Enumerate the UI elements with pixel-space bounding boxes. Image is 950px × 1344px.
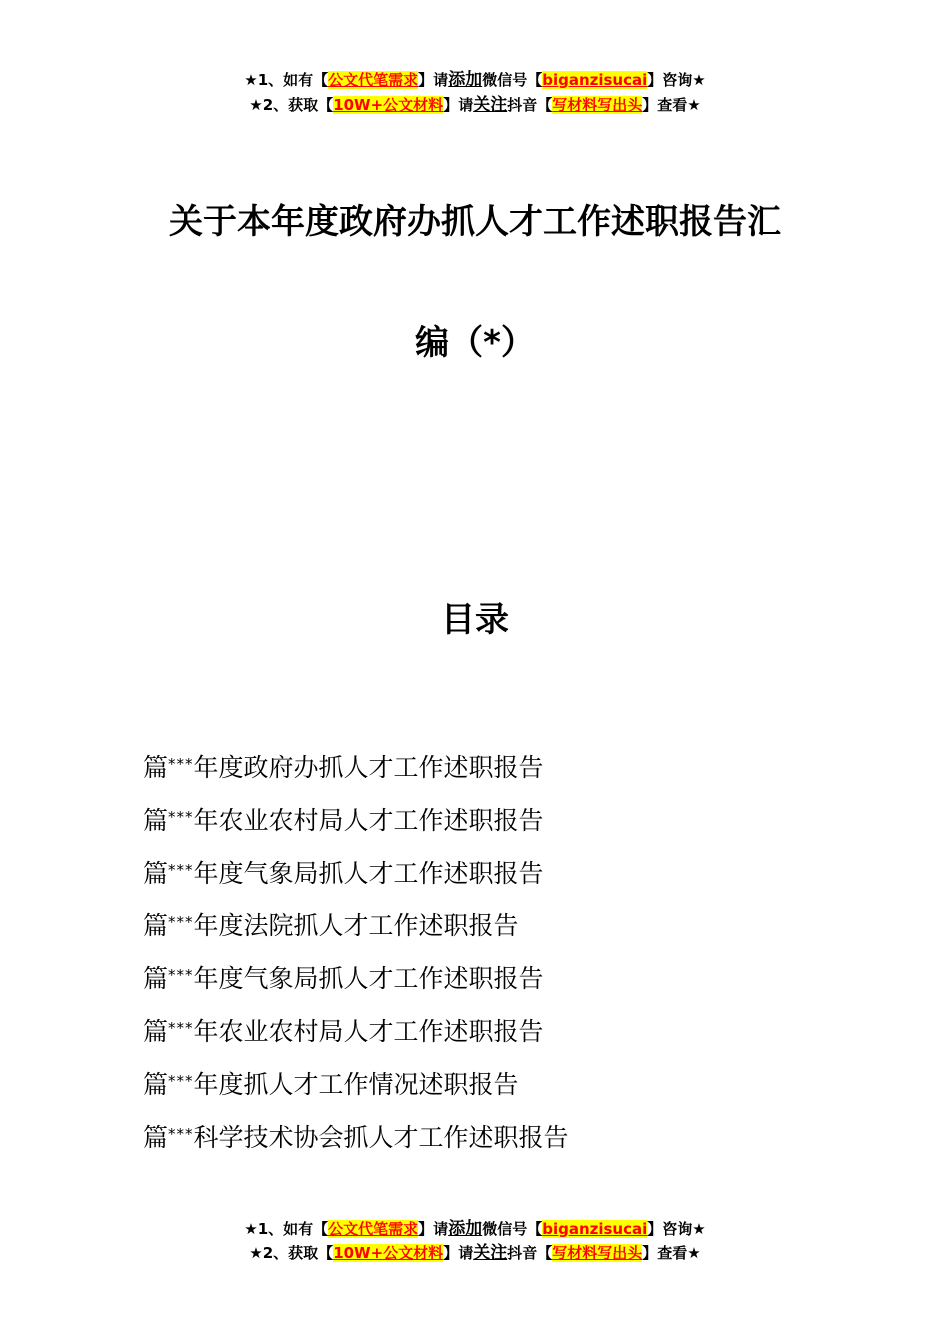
ad-text: ★2、获取【 [249,1244,334,1262]
toc-item-text: 年农业农村局人才工作述职报告 [193,805,544,835]
ad-wechat-id: biganzisucai [542,71,648,89]
toc-item [143,1057,569,1110]
toc-item-stars: *** [168,860,194,879]
toc-item-stars: *** [168,966,194,985]
ad-text: 微信号【 [482,1220,543,1238]
ad-text: ★1、如有【 [244,71,329,89]
toc-list [143,740,569,1162]
toc-item-prefix: 篇 [143,1069,169,1099]
toc-heading: 目录 [441,600,509,640]
document-title-line-2: 编（*） [415,323,535,363]
ad-highlight: 公文代笔需求 [328,1220,419,1238]
ad-text: 】请 [443,1244,474,1262]
toc-item [143,793,569,846]
header-ad-line-2 [0,95,950,115]
toc-item-text: 年度法院抓人才工作述职报告 [193,911,519,941]
toc-item [143,846,569,899]
ad-text: ★1、如有【 [244,1220,329,1238]
toc-item [143,740,569,793]
ad-text: ★2、获取【 [249,96,334,114]
ad-highlight: 公文代笔需求 [328,71,419,89]
toc-item-stars: *** [168,755,194,773]
toc-item-prefix: 篇 [143,911,169,941]
ad-emphasis: 添加 [448,70,483,90]
ad-emphasis: 添加 [448,1219,483,1239]
toc-item-stars: *** [168,1124,194,1143]
ad-douyin-id: 写材料写出头 [552,1244,643,1262]
toc-item-stars: *** [168,807,194,826]
toc-item-text: 年农业农村局人才工作述职报告 [193,1016,544,1046]
ad-text: 抖音【 [507,96,553,114]
toc-item-prefix: 篇 [143,805,169,835]
toc-item-stars: *** [168,913,194,932]
ad-douyin-id: 写材料写出头 [552,96,643,114]
toc-item-stars: *** [168,1018,194,1037]
toc-item [143,898,569,951]
toc-item-prefix: 篇 [143,964,169,994]
header-ad-line-1 [0,70,950,90]
ad-text: 微信号【 [482,71,543,89]
ad-text: 】咨询★ [647,71,706,89]
ad-text: 】查看★ [642,1244,701,1262]
ad-emphasis: 关注 [473,1243,508,1263]
ad-wechat-id: biganzisucai [542,1220,648,1238]
toc-item-prefix: 篇 [143,753,169,782]
toc-item-prefix: 篇 [143,858,169,888]
document-title-line-1: 关于本年度政府办抓人才工作述职报告汇 [169,202,781,242]
toc-item-text: 年度气象局抓人才工作述职报告 [193,858,544,888]
toc-item-text: 年度政府办抓人才工作述职报告 [193,753,544,782]
footer-ad-line-1 [0,1219,950,1239]
toc-item-text: 年度抓人才工作情况述职报告 [193,1069,519,1099]
ad-text: 抖音【 [507,1244,553,1262]
toc-item [143,1110,569,1163]
ad-text: 】请 [443,96,474,114]
toc-item-prefix: 篇 [143,1122,169,1152]
toc-item [143,1004,569,1057]
ad-text: 】查看★ [642,96,701,114]
ad-text: 】请 [418,1220,449,1238]
toc-item-text: 科学技术协会抓人才工作述职报告 [193,1122,569,1152]
ad-highlight: 10W+公文材料 [333,96,444,114]
toc-item-stars: *** [168,1071,194,1090]
ad-highlight: 10W+公文材料 [333,1244,444,1262]
footer-ad-line-2 [0,1243,950,1263]
toc-item [143,951,569,1004]
toc-item-text: 年度气象局抓人才工作述职报告 [193,964,544,994]
ad-emphasis: 关注 [473,95,508,115]
toc-item-prefix: 篇 [143,1016,169,1046]
ad-text: 】咨询★ [647,1220,706,1238]
ad-text: 】请 [418,71,449,89]
